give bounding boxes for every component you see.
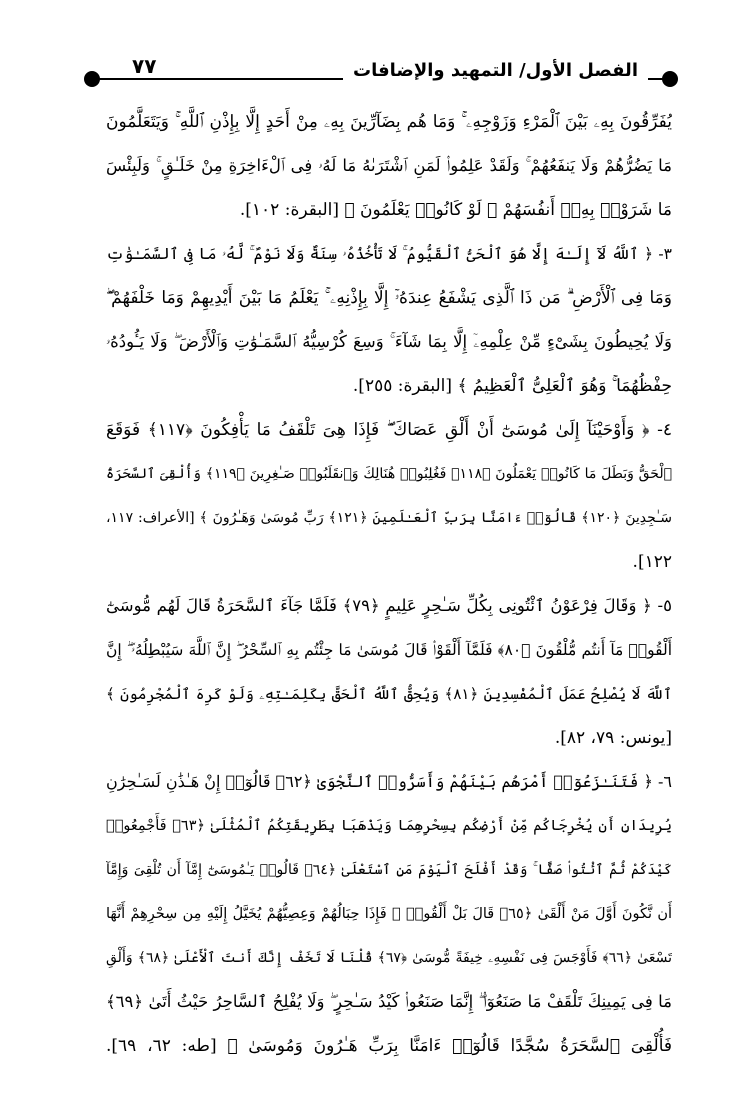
text-line: ٣- ﴿ ٱللَّهُ لَآ إِلَـٰهَ إِلَّا هُوَ ٱلْحَىُّ ٱلْقَيُّومُ ۚ لَا تَأْخُذُهُۥ سِنَةٌ وَلَا نَوْمٌ ۚ لَّهُۥ مَا فِى ٱلسَّمَـٰوَٰتِ xyxy=(106,245,672,263)
text-line: ١٢٢]. xyxy=(632,552,672,572)
text-line: فَأُلْقِىَ ٱلسَّحَرَةُ سُجَّدًا قَالُوٓا۟ ءَامَنَّا بِرَبِّ هَـٰرُونَ وَمُوسَىٰ ﴾ [طه: ٦٢، ٦٩]. xyxy=(106,1036,672,1056)
text-line: يُفَرِّقُونَ بِهِۦ بَيْنَ ٱلْمَرْءِ وَزَوْجِهِۦ ۚ وَمَا هُم بِضَآرِّينَ بِهِۦ مِنْ أَحَدٍ إِلَّا بِإِذْنِ ٱللَّهِ ۚ وَيَتَعَلَّمُونَ xyxy=(106,112,672,132)
text-line: ٦- ﴿ فَتَنَـٰزَعُوٓا۟ أَمْرَهُم بَيْنَهُمْ وَأَسَرُّوا۟ ٱلنَّجْوَىٰ ﴿٦٢﴾ قَالُوٓا۟ إِنْ هَـٰذَٰنِ لَسَـٰحِرَٰنِ xyxy=(106,772,672,791)
text-line: تَسْعَىٰ ﴿٦٦﴾ فَأَوْجَسَ فِى نَفْسِهِۦ خِيفَةً مُّوسَىٰ ﴿٦٧﴾ قُلْنَا لَا تَخَفْ إِنَّكَ أَنتَ ٱلْأَعْلَىٰ ﴿٦٨﴾ وَأَلْقِ xyxy=(106,950,672,966)
text-line: سَـٰجِدِينَ ﴿١٢٠﴾ قَالُوٓا۟ ءَامَنَّا بِرَبِّ ٱلْعَـٰلَمِينَ ﴿١٢١﴾ رَبِّ مُوسَىٰ وَهَـٰرُونَ ﴾ [الأعراف: ١١٧، xyxy=(106,510,672,526)
header-right-dot xyxy=(662,71,678,87)
text-line: وَمَا فِى ٱلْأَرْضِ ۗ مَن ذَا ٱلَّذِى يَشْفَعُ عِندَهُۥٓ إِلَّا بِإِذْنِهِۦ ۚ يَعْلَمُ مَا بَيْنَ أَيْدِيهِمْ وَمَا خَلْفَهُمْ ۖ xyxy=(106,288,672,308)
text-line: أَن نَّكُونَ أَوَّلَ مَنْ أَلْقَىٰ ﴿٦٥﴾ قَالَ بَلْ أَلْقُوا۟ ۖ فَإِذَا حِبَالُهُمْ وَعِصِيُّهُمْ يُخَيَّلُ إِلَيْهِ مِن سِحْرِهِمْ أَنَّهَا xyxy=(106,906,672,922)
header-left-dot xyxy=(84,71,100,87)
page-number: ٧٧ xyxy=(124,54,164,78)
text-line: ٤- ﴿ وَأَوْحَيْنَآ إِلَىٰ مُوسَىٰٓ أَنْ أَلْقِ عَصَاكَ ۖ فَإِذَا هِىَ تَلْقَفُ مَا يَأْفِكُونَ ﴿١١٧﴾ فَوَقَعَ xyxy=(106,420,672,440)
text-line xyxy=(106,1068,672,1112)
text-line: يُرِيدَانِ أَن يُخْرِجَاكُم مِّنْ أَرْضِكُم بِسِحْرِهِمَا وَيَذْهَبَا بِطَرِيقَتِكُمُ ٱلْمُثْلَىٰ ﴿٦٣﴾ فَأَجْمِعُوا۟ xyxy=(106,818,672,834)
text-line: مَا شَرَوْا۟ بِهِۦٓ أَنفُسَهُمْ ۚ لَوْ كَانُوا۟ يَعْلَمُونَ ﴾ [البقرة: ١٠٢]. xyxy=(239,200,672,220)
text-line: مَا فِى يَمِينِكَ تَلْقَفْ مَا صَنَعُوٓا۟ ۖ إِنَّمَا صَنَعُوا۟ كَيْدُ سَـٰحِرٍ ۖ وَلَا يُفْلِحُ ٱلسَّاحِرُ حَيْثُ أَتَىٰ ﴿٦٩﴾ xyxy=(106,992,672,1011)
text-line: ٱلْحَقُّ وَبَطَلَ مَا كَانُوا۟ يَعْمَلُونَ ﴿١١٨﴾ فَغُلِبُوا۟ هُنَالِكَ وَٱنقَلَبُوا۟ صَـٰغِرِينَ ﴿١١٩﴾ وَأُلْقِىَ ٱلسَّحَرَةُ xyxy=(106,466,672,482)
text-line: وَلَا يُحِيطُونَ بِشَىْءٍ مِّنْ عِلْمِهِۦٓ إِلَّا بِمَا شَآءَ ۚ وَسِعَ كُرْسِيُّهُ ٱلسَّمَـٰوَٰتِ وَٱلْأَرْضَ ۖ وَلَا يَـُٔودُهُۥ xyxy=(106,332,672,351)
text-line: ٱللَّهَ لَا يُصْلِحُ عَمَلَ ٱلْمُفْسِدِينَ ﴿٨١﴾ وَيُحِقُّ ٱللَّهُ ٱلْحَقَّ بِكَلِمَـٰتِهِۦ وَلَوْ كَرِهَ ٱلْمُجْرِمُونَ ﴾ xyxy=(106,685,672,703)
text-line: ٥- ﴿ وَقَالَ فِرْعَوْنُ ٱئْتُونِى بِكُلِّ سَـٰحِرٍ عَلِيمٍ ﴿٧٩﴾ فَلَمَّا جَآءَ ٱلسَّحَرَةُ قَالَ لَهُم مُّوسَىٰٓ xyxy=(106,596,672,615)
page-header xyxy=(84,56,678,96)
text-line: مَا يَضُرُّهُمْ وَلَا يَنفَعُهُمْ ۚ وَلَقَدْ عَلِمُوا۟ لَمَنِ ٱشْتَرَىٰهُ مَا لَهُۥ فِى ٱلْءَاخِرَةِ مِنْ خَلَـٰقٍ ۚ وَلَبِئْسَ xyxy=(106,156,672,175)
running-title: الفصل الأول/ التمهيد والإضافات xyxy=(343,58,648,84)
text-line: [يونس: ٧٩، ٨٢]. xyxy=(554,728,672,748)
text-line: أَلْقُوا۟ مَآ أَنتُم مُّلْقُونَ ﴿٨٠﴾ فَلَمَّآ أَلْقَوْا۟ قَالَ مُوسَىٰ مَا جِئْتُم بِهِ ٱلسِّحْرُ ۖ إِنَّ ٱللَّهَ سَيُبْطِلُهُۥٓ ۖ إِنَّ xyxy=(106,641,672,659)
text-line: كَيْدَكُمْ ثُمَّ ٱئْتُوا۟ صَفًّا ۚ وَقَدْ أَفْلَحَ ٱلْيَوْمَ مَنِ ٱسْتَعْلَىٰ ﴿٦٤﴾ قَالُوا۟ يَـٰمُوسَىٰٓ إِمَّآ أَن تُلْقِىَ وَإِمَّآ xyxy=(106,862,672,878)
text-line: حِفْظُهُمَا ۚ وَهُوَ ٱلْعَلِىُّ ٱلْعَظِيمُ ﴾ [البقرة: ٢٥٥]. xyxy=(352,376,672,396)
body-text xyxy=(106,100,672,1112)
